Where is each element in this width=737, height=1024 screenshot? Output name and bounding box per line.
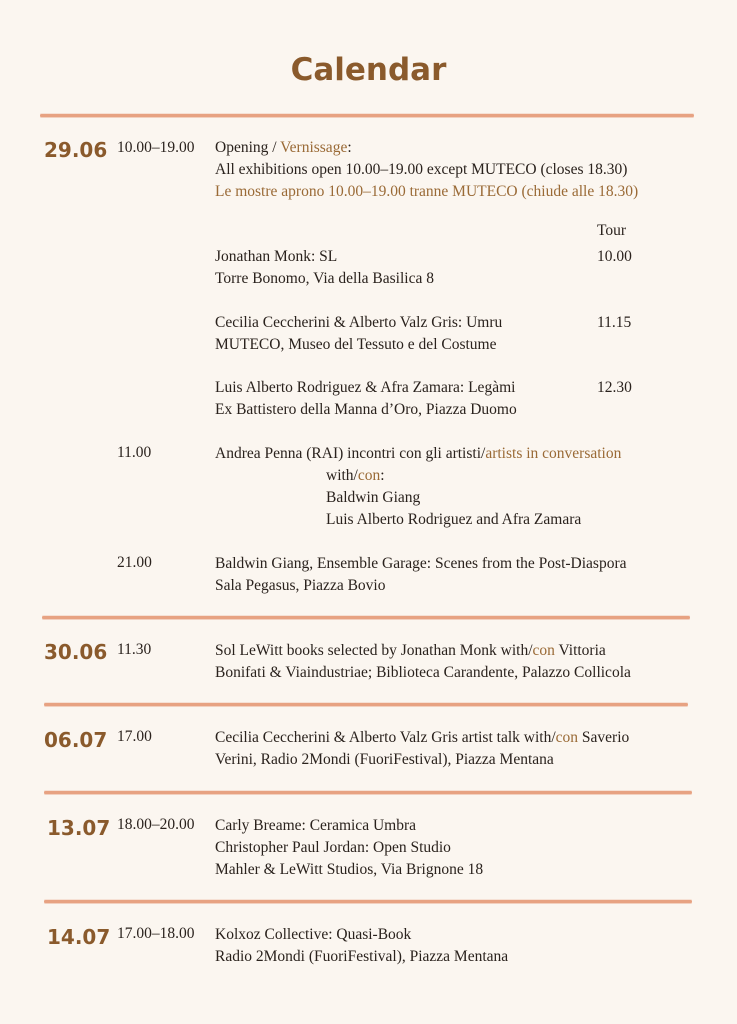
event-time: 18.00–20.00 xyxy=(117,816,195,833)
event-date: 13.07 xyxy=(47,816,111,840)
event-time: 11.00 xyxy=(117,444,152,461)
opening-line-en: All exhibitions open 10.00–19.00 except MUTECO (closes 18.30) xyxy=(215,161,628,178)
tour-time: 12.30 xyxy=(597,379,632,396)
event-time: 21.00 xyxy=(117,554,152,571)
event-text: Vittoria xyxy=(554,642,606,659)
talk-guest: Luis Alberto Rodriguez and Afra Zamara xyxy=(326,511,582,528)
tour-time: 11.15 xyxy=(597,314,632,331)
event-title xyxy=(215,640,606,662)
tour-title: Cecilia Ceccherini & Alberto Valz Gris: Umru xyxy=(215,314,503,331)
event-title: Baldwin Giang, Ensemble Garage: Scenes from the Post-Diaspora xyxy=(215,555,627,572)
opening-title-en: Opening xyxy=(215,139,269,156)
with-en: with/ xyxy=(326,467,358,484)
tour-time: 10.00 xyxy=(597,248,632,265)
divider xyxy=(42,616,690,619)
event-title: Christopher Paul Jordan: Open Studio xyxy=(215,839,451,856)
tour-title: Luis Alberto Rodriguez & Afra Zamara: Legàmi xyxy=(215,379,516,396)
divider xyxy=(40,114,694,117)
event-date: 14.07 xyxy=(47,925,111,949)
separator: / xyxy=(268,139,281,156)
opening-line-it: Le mostre aprono 10.00–19.00 tranne MUTECO (chiude alle 18.30) xyxy=(215,183,639,200)
tour-location: Torre Bonomo, Via della Basilica 8 xyxy=(215,270,434,287)
event-location: Radio 2Mondi (FuoriFestival), Piazza Mentana xyxy=(215,948,509,965)
event-date: 30.06 xyxy=(44,640,108,664)
event-title: Carly Breame: Ceramica Umbra xyxy=(215,817,416,834)
event-text-it: con xyxy=(532,642,555,659)
opening-title-it: Vernissage xyxy=(280,139,348,156)
talk-text-en: artists in conversation xyxy=(485,445,622,462)
event-date: 29.06 xyxy=(44,138,108,162)
event-title: Kolxoz Collective: Quasi-Book xyxy=(215,926,412,943)
event-text: Cecilia Ceccherini & Alberto Valz Gris artist talk with/ xyxy=(215,729,556,746)
colon: : xyxy=(347,139,352,156)
divider xyxy=(44,900,692,903)
event-time: 10.00–19.00 xyxy=(117,139,195,156)
tour-header: Tour xyxy=(597,222,627,239)
opening-title xyxy=(215,137,352,159)
event-text: Sol LeWitt books selected by Jonathan Monk with/ xyxy=(215,642,533,659)
page-title: Calendar xyxy=(290,52,447,88)
tour-title: Jonathan Monk: SL xyxy=(215,248,338,265)
tour-location: Ex Battistero della Manna d’Oro, Piazza Duomo xyxy=(215,401,517,418)
event-time: 17.00 xyxy=(117,728,152,745)
event-text-it: con xyxy=(555,729,579,746)
colon: : xyxy=(380,467,385,484)
talk-guest: Baldwin Giang xyxy=(326,489,421,506)
event-text: Saverio xyxy=(578,729,630,746)
with-it: con xyxy=(357,467,381,484)
event-location: Mahler & LeWitt Studios, Via Brignone 18 xyxy=(215,861,484,878)
tour-location: MUTECO, Museo del Tessuto e del Costume xyxy=(215,336,497,353)
event-location: Bonifati & Viaindustriae; Biblioteca Carandente, Palazzo Collicola xyxy=(215,664,631,681)
talk-with xyxy=(326,465,385,487)
divider xyxy=(44,791,692,794)
event-location: Verini, Radio 2Mondi (FuoriFestival), Piazza Mentana xyxy=(215,751,554,768)
event-time: 17.00–18.00 xyxy=(117,925,195,942)
event-time: 11.30 xyxy=(117,641,152,658)
talk-title xyxy=(215,443,621,465)
event-title xyxy=(215,727,629,749)
event-date: 06.07 xyxy=(44,728,108,752)
divider xyxy=(44,703,688,706)
talk-text-it: Andrea Penna (RAI) incontri con gli artisti/ xyxy=(215,445,486,462)
event-location: Sala Pegasus, Piazza Bovio xyxy=(215,577,386,594)
